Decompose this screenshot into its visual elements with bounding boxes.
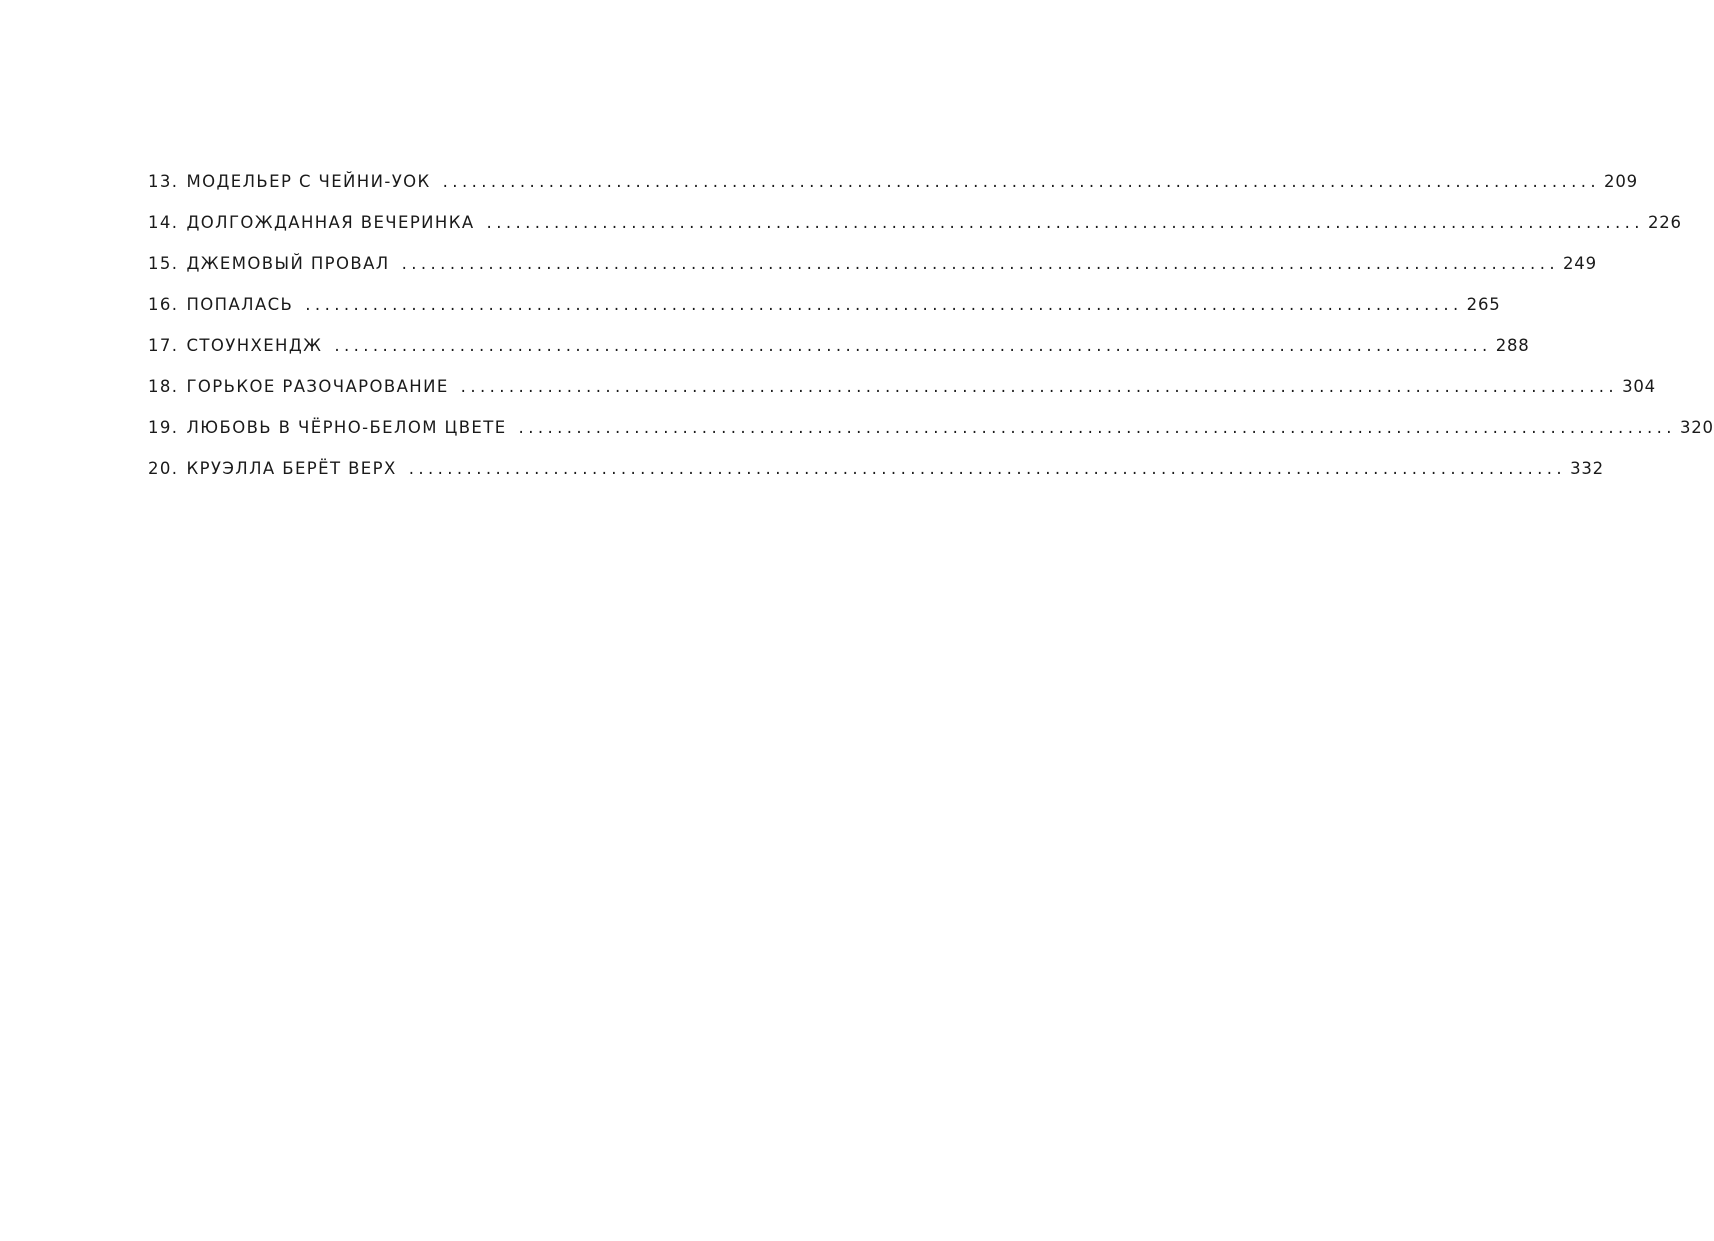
chapter-title: ЛЮБОВЬ В ЧЁРНО-БЕЛОМ ЦВЕТЕ	[186, 418, 507, 437]
page-number: 332	[1570, 459, 1604, 478]
page-number: 265	[1466, 295, 1501, 314]
toc-entry[interactable]	[148, 295, 1501, 336]
toc-entry[interactable]	[148, 336, 1530, 377]
chapter-number: 18.	[148, 377, 179, 396]
chapter-title: ДЖЕМОВЫЙ ПРОВАЛ	[186, 254, 390, 273]
dot-leader: ........................................................................................................................	[305, 295, 1463, 314]
toc-entry[interactable]	[148, 377, 1656, 418]
toc-entry[interactable]	[148, 418, 1714, 459]
table-of-contents	[148, 172, 1714, 500]
chapter-number: 15.	[148, 254, 179, 273]
toc-entry[interactable]	[148, 213, 1682, 254]
page-number: 226	[1647, 213, 1682, 232]
chapter-number: 20.	[148, 459, 179, 478]
dot-leader: ........................................................................................................................	[408, 459, 1567, 478]
toc-entry[interactable]	[148, 254, 1597, 295]
dot-leader: ........................................................................................................................	[460, 377, 1619, 396]
page-number: 288	[1495, 336, 1530, 355]
chapter-title: ДОЛГОЖДАННАЯ ВЕЧЕРИНКА	[186, 213, 475, 232]
dot-leader: ........................................................................................................................	[486, 213, 1644, 232]
chapter-title: МОДЕЛЬЕР С ЧЕЙНИ-УОК	[186, 172, 431, 191]
dot-leader: ........................................................................................................................	[334, 336, 1492, 355]
chapter-number: 17.	[148, 336, 179, 355]
chapter-title: КРУЭЛЛА БЕРЁТ ВЕРХ	[186, 459, 397, 478]
chapter-number: 14.	[148, 213, 179, 232]
chapter-number: 16.	[148, 295, 179, 314]
dot-leader: ........................................................................................................................	[518, 418, 1676, 437]
page-number: 249	[1562, 254, 1597, 273]
chapter-number: 13.	[148, 172, 179, 191]
toc-entry[interactable]	[148, 459, 1604, 500]
chapter-title: ПОПАЛАСЬ	[186, 295, 294, 314]
page-number: 209	[1604, 172, 1638, 191]
chapter-title: ГОРЬКОЕ РАЗОЧАРОВАНИЕ	[186, 377, 449, 396]
chapter-number: 19.	[148, 418, 179, 437]
dot-leader: ........................................................................................................................	[401, 254, 1559, 273]
dot-leader: ........................................................................................................................	[442, 172, 1601, 191]
chapter-title: СТОУНХЕНДЖ	[186, 336, 323, 355]
page-number: 320	[1679, 418, 1714, 437]
page-number: 304	[1622, 377, 1656, 396]
toc-entry[interactable]	[148, 172, 1638, 213]
